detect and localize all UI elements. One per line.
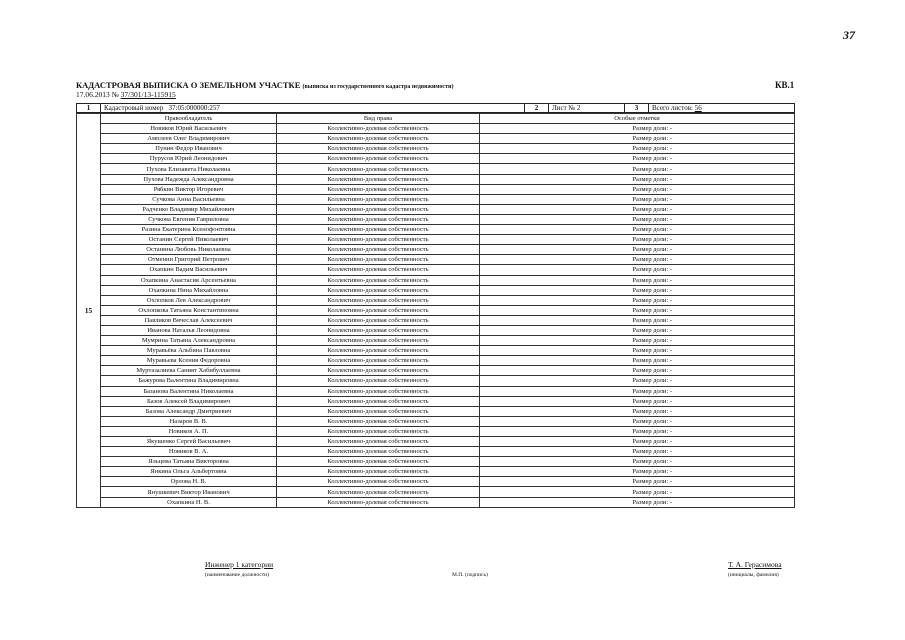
special-note: Размер доли: - <box>480 255 795 265</box>
table-row <box>77 325 795 335</box>
rightholder-name: Амплеев Олег Владимирович <box>101 134 277 144</box>
special-note: Размер доли: - <box>480 225 795 235</box>
right-type: Коллективно-долевая собственность <box>277 194 480 204</box>
table-row <box>77 396 795 406</box>
right-type: Коллективно-долевая собственность <box>277 134 480 144</box>
position-text: Инженер 1 категории <box>205 560 274 569</box>
cell-3-number: 3 <box>625 104 649 113</box>
doc-number-prefix: № <box>111 90 119 99</box>
right-type: Коллективно-долевая собственность <box>277 447 480 457</box>
right-type: Коллективно-долевая собственность <box>277 426 480 436</box>
rightholder-name: Бажурова Валентина Владимировна <box>101 376 277 386</box>
column-header: Особые отметки <box>480 114 795 124</box>
right-type: Коллективно-долевая собственность <box>277 144 480 154</box>
rightholder-name: Назаров В. В. <box>101 416 277 426</box>
rightholder-name: Базова Александр Дмитриевич <box>101 406 277 416</box>
right-type: Коллективно-долевая собственность <box>277 265 480 275</box>
special-note: Размер доли: - <box>480 416 795 426</box>
right-type: Коллективно-долевая собственность <box>277 477 480 487</box>
rightholder-name: Охапкин Вадим Васильевич <box>101 265 277 275</box>
signer-name-text: Т. А. Герасимова <box>728 560 782 569</box>
rightholder-name: Пурусов Юрий Леонидович <box>101 154 277 164</box>
special-note: Размер доли: - <box>480 437 795 447</box>
special-note: Размер доли: - <box>480 134 795 144</box>
right-type: Коллективно-долевая собственность <box>277 174 480 184</box>
rightholder-name: Пухова Надежда Александровна <box>101 174 277 184</box>
signer-name <box>728 560 782 569</box>
table-row <box>77 194 795 204</box>
table-row <box>77 134 795 144</box>
special-note: Размер доли: - <box>480 265 795 275</box>
right-type: Коллективно-долевая собственность <box>277 124 480 134</box>
right-type: Коллективно-долевая собственность <box>277 225 480 235</box>
special-note: Размер доли: - <box>480 144 795 154</box>
table-row <box>77 366 795 376</box>
special-note: Размер доли: - <box>480 124 795 134</box>
table-row <box>77 487 795 497</box>
special-note: Размер доли: - <box>480 386 795 396</box>
form-code: КВ.1 <box>775 80 795 90</box>
table-row <box>77 144 795 154</box>
special-note: Размер доли: - <box>480 164 795 174</box>
right-type: Коллективно-долевая собственность <box>277 245 480 255</box>
document-date: 17.06.2013 <box>76 90 110 99</box>
rightholder-name: Новиков А. П. <box>101 426 277 436</box>
column-header: Вид права <box>277 114 480 124</box>
special-note: Размер доли: - <box>480 194 795 204</box>
cadastral-value: 37:05:000000:257 <box>168 104 220 112</box>
right-type: Коллективно-долевая собственность <box>277 356 480 366</box>
rightholder-name: Новиков Юрий Васильевич <box>101 124 277 134</box>
table-row <box>77 416 795 426</box>
rightholder-name: Пухова Елизавета Николаевна <box>101 164 277 174</box>
special-note: Размер доли: - <box>480 295 795 305</box>
special-note: Размер доли: - <box>480 376 795 386</box>
right-type: Коллективно-долевая собственность <box>277 346 480 356</box>
table-row <box>77 235 795 245</box>
right-type: Коллективно-долевая собственность <box>277 406 480 416</box>
rightholder-name: Муравьёва Альбина Павловна <box>101 346 277 356</box>
rightholder-name: Радченко Владимир Михайлович <box>101 204 277 214</box>
rightholder-name: Охапкина Анастасия Арсентьевна <box>101 275 277 285</box>
section-number: 15 <box>77 114 101 508</box>
special-note: Размер доли: - <box>480 325 795 335</box>
right-type: Коллективно-долевая собственность <box>277 487 480 497</box>
rightholder-name: Орлова Н. В. <box>101 477 277 487</box>
table-row <box>77 457 795 467</box>
special-note: Размер доли: - <box>480 285 795 295</box>
rightholder-name: Останина Любовь Николаевна <box>101 245 277 255</box>
right-type: Коллективно-долевая собственность <box>277 154 480 164</box>
table-row <box>77 447 795 457</box>
title-text: КАДАСТРОВАЯ ВЫПИСКА О ЗЕМЕЛЬНОМ УЧАСТКЕ <box>76 80 301 90</box>
right-type: Коллективно-долевая собственность <box>277 396 480 406</box>
special-note: Размер доли: - <box>480 487 795 497</box>
total-sheets-value: 56 <box>694 104 702 112</box>
right-type: Коллективно-долевая собственность <box>277 295 480 305</box>
special-note: Размер доли: - <box>480 204 795 214</box>
table-row <box>77 477 795 487</box>
special-note: Размер доли: - <box>480 235 795 245</box>
rightholder-name: Сучкова Анна Васильевна <box>101 194 277 204</box>
table-row <box>77 295 795 305</box>
column-header: Правообладатель <box>101 114 277 124</box>
rightholders-table <box>76 113 795 508</box>
table-row <box>77 437 795 447</box>
table-row <box>77 497 795 507</box>
table-row <box>77 285 795 295</box>
special-note: Размер доли: - <box>480 477 795 487</box>
right-type: Коллективно-долевая собственность <box>277 416 480 426</box>
rightholder-name: Охапкина Н. В. <box>101 497 277 507</box>
rightholder-name: Базанова Валентина Николаевна <box>101 386 277 396</box>
signer-caption: (инициалы, фамилия) <box>728 572 779 578</box>
right-type: Коллективно-долевая собственность <box>277 255 480 265</box>
special-note: Размер доли: - <box>480 366 795 376</box>
right-type: Коллективно-долевая собственность <box>277 164 480 174</box>
table-row <box>77 336 795 346</box>
table-row <box>77 124 795 134</box>
total-sheets-label: Всего листов: <box>652 104 693 112</box>
table-row <box>77 467 795 477</box>
right-type: Коллективно-долевая собственность <box>277 336 480 346</box>
right-type: Коллективно-долевая собственность <box>277 437 480 447</box>
special-note: Размер доли: - <box>480 275 795 285</box>
right-type: Коллективно-долевая собственность <box>277 184 480 194</box>
table-row <box>77 356 795 366</box>
right-type: Коллективно-долевая собственность <box>277 275 480 285</box>
special-note: Размер доли: - <box>480 356 795 366</box>
rightholder-name: Рябкин Виктор Игоревич <box>101 184 277 194</box>
rightholder-name: Охлопков Лев Александрович <box>101 295 277 305</box>
table-row <box>77 225 795 235</box>
table-row <box>77 265 795 275</box>
special-note: Размер доли: - <box>480 315 795 325</box>
right-type: Коллективно-долевая собственность <box>277 366 480 376</box>
table-row <box>77 386 795 396</box>
info-row-table <box>76 103 795 113</box>
table-row <box>77 426 795 436</box>
table-row <box>77 406 795 416</box>
table-row <box>77 376 795 386</box>
special-note: Размер доли: - <box>480 336 795 346</box>
special-note: Размер доли: - <box>480 154 795 164</box>
rightholder-name: Янушкевич Виктор Иванович <box>101 487 277 497</box>
cadastral-number-cell <box>101 104 525 113</box>
special-note: Размер доли: - <box>480 174 795 184</box>
right-type: Коллективно-долевая собственность <box>277 315 480 325</box>
right-type: Коллективно-долевая собственность <box>277 214 480 224</box>
table-row <box>77 204 795 214</box>
document-number: 37/301/13-115915 <box>120 90 176 99</box>
rightholder-name: Павликов Вячеслав Алексеевич <box>101 315 277 325</box>
table-row <box>77 214 795 224</box>
right-type: Коллективно-долевая собственность <box>277 457 480 467</box>
special-note: Размер доли: - <box>480 426 795 436</box>
stamp-caption: М.П. (подпись) <box>452 572 488 578</box>
rightholder-name: Базов Алексей Владимирович <box>101 396 277 406</box>
special-note: Размер доли: - <box>480 497 795 507</box>
special-note: Размер доли: - <box>480 214 795 224</box>
table-row <box>77 174 795 184</box>
right-type: Коллективно-долевая собственность <box>277 386 480 396</box>
document-title <box>76 80 794 90</box>
right-type: Коллективно-долевая собственность <box>277 305 480 315</box>
special-note: Размер доли: - <box>480 346 795 356</box>
special-note: Размер доли: - <box>480 184 795 194</box>
rightholder-name: Янкина Ольга Альбертовна <box>101 467 277 477</box>
position-caption: (наименование должности) <box>205 572 269 578</box>
rightholder-name: Якушенко Сергей Васильевич <box>101 437 277 447</box>
table-row <box>77 315 795 325</box>
cell-1-number: 1 <box>77 104 101 113</box>
rightholder-name: Муртазалиева Саният Хабибуллаевна <box>101 366 277 376</box>
table-row <box>77 305 795 315</box>
right-type: Коллективно-долевая собственность <box>277 325 480 335</box>
rightholder-name: Охапкина Нина Михайловна <box>101 285 277 295</box>
rightholder-name: Мумрина Татьяна Александровна <box>101 336 277 346</box>
table-row <box>77 154 795 164</box>
rightholder-name: Разина Екатерина Ксенофонтовна <box>101 225 277 235</box>
right-type: Коллективно-долевая собственность <box>277 376 480 386</box>
rightholder-name: Останин Сергей Николаевич <box>101 235 277 245</box>
rightholder-name: Яльцева Татьяна Викторовна <box>101 457 277 467</box>
table-header-row <box>77 114 795 124</box>
special-note: Размер доли: - <box>480 457 795 467</box>
table-row <box>77 255 795 265</box>
rightholder-name: Пунин Федор Иванович <box>101 144 277 154</box>
cell-2-number: 2 <box>525 104 549 113</box>
rightholder-name: Новиков В. А. <box>101 447 277 457</box>
right-type: Коллективно-долевая собственность <box>277 204 480 214</box>
rightholder-name: Сучкова Евгения Гавриловна <box>101 214 277 224</box>
right-type: Коллективно-долевая собственность <box>277 497 480 507</box>
special-note: Размер доли: - <box>480 245 795 255</box>
right-type: Коллективно-долевая собственность <box>277 235 480 245</box>
table-row <box>77 164 795 174</box>
rightholder-name: Муравьева Ксения Федоровна <box>101 356 277 366</box>
right-type: Коллективно-долевая собственность <box>277 285 480 295</box>
special-note: Размер доли: - <box>480 467 795 477</box>
right-type: Коллективно-долевая собственность <box>277 467 480 477</box>
table-row <box>77 245 795 255</box>
date-line <box>76 90 176 99</box>
special-note: Размер доли: - <box>480 396 795 406</box>
signer-position <box>205 560 273 569</box>
rightholder-name: Отменин Григорий Петрович <box>101 255 277 265</box>
rightholder-name: Охлопкова Татьяна Константиновна <box>101 305 277 315</box>
table-row <box>77 346 795 356</box>
sheet-label: Лист № 2 <box>549 104 625 113</box>
special-note: Размер доли: - <box>480 305 795 315</box>
handwritten-page-number: 37 <box>843 28 855 42</box>
title-subtitle: (выписка из государственного кадастра недвижимости) <box>302 84 454 90</box>
table-row <box>77 275 795 285</box>
special-note: Размер доли: - <box>480 406 795 416</box>
table-row <box>77 184 795 194</box>
special-note: Размер доли: - <box>480 447 795 457</box>
cadastral-label: Кадастровый номер <box>104 104 164 112</box>
total-sheets-cell <box>649 104 795 113</box>
rightholder-name: Иванова Наталья Леонидовна <box>101 325 277 335</box>
